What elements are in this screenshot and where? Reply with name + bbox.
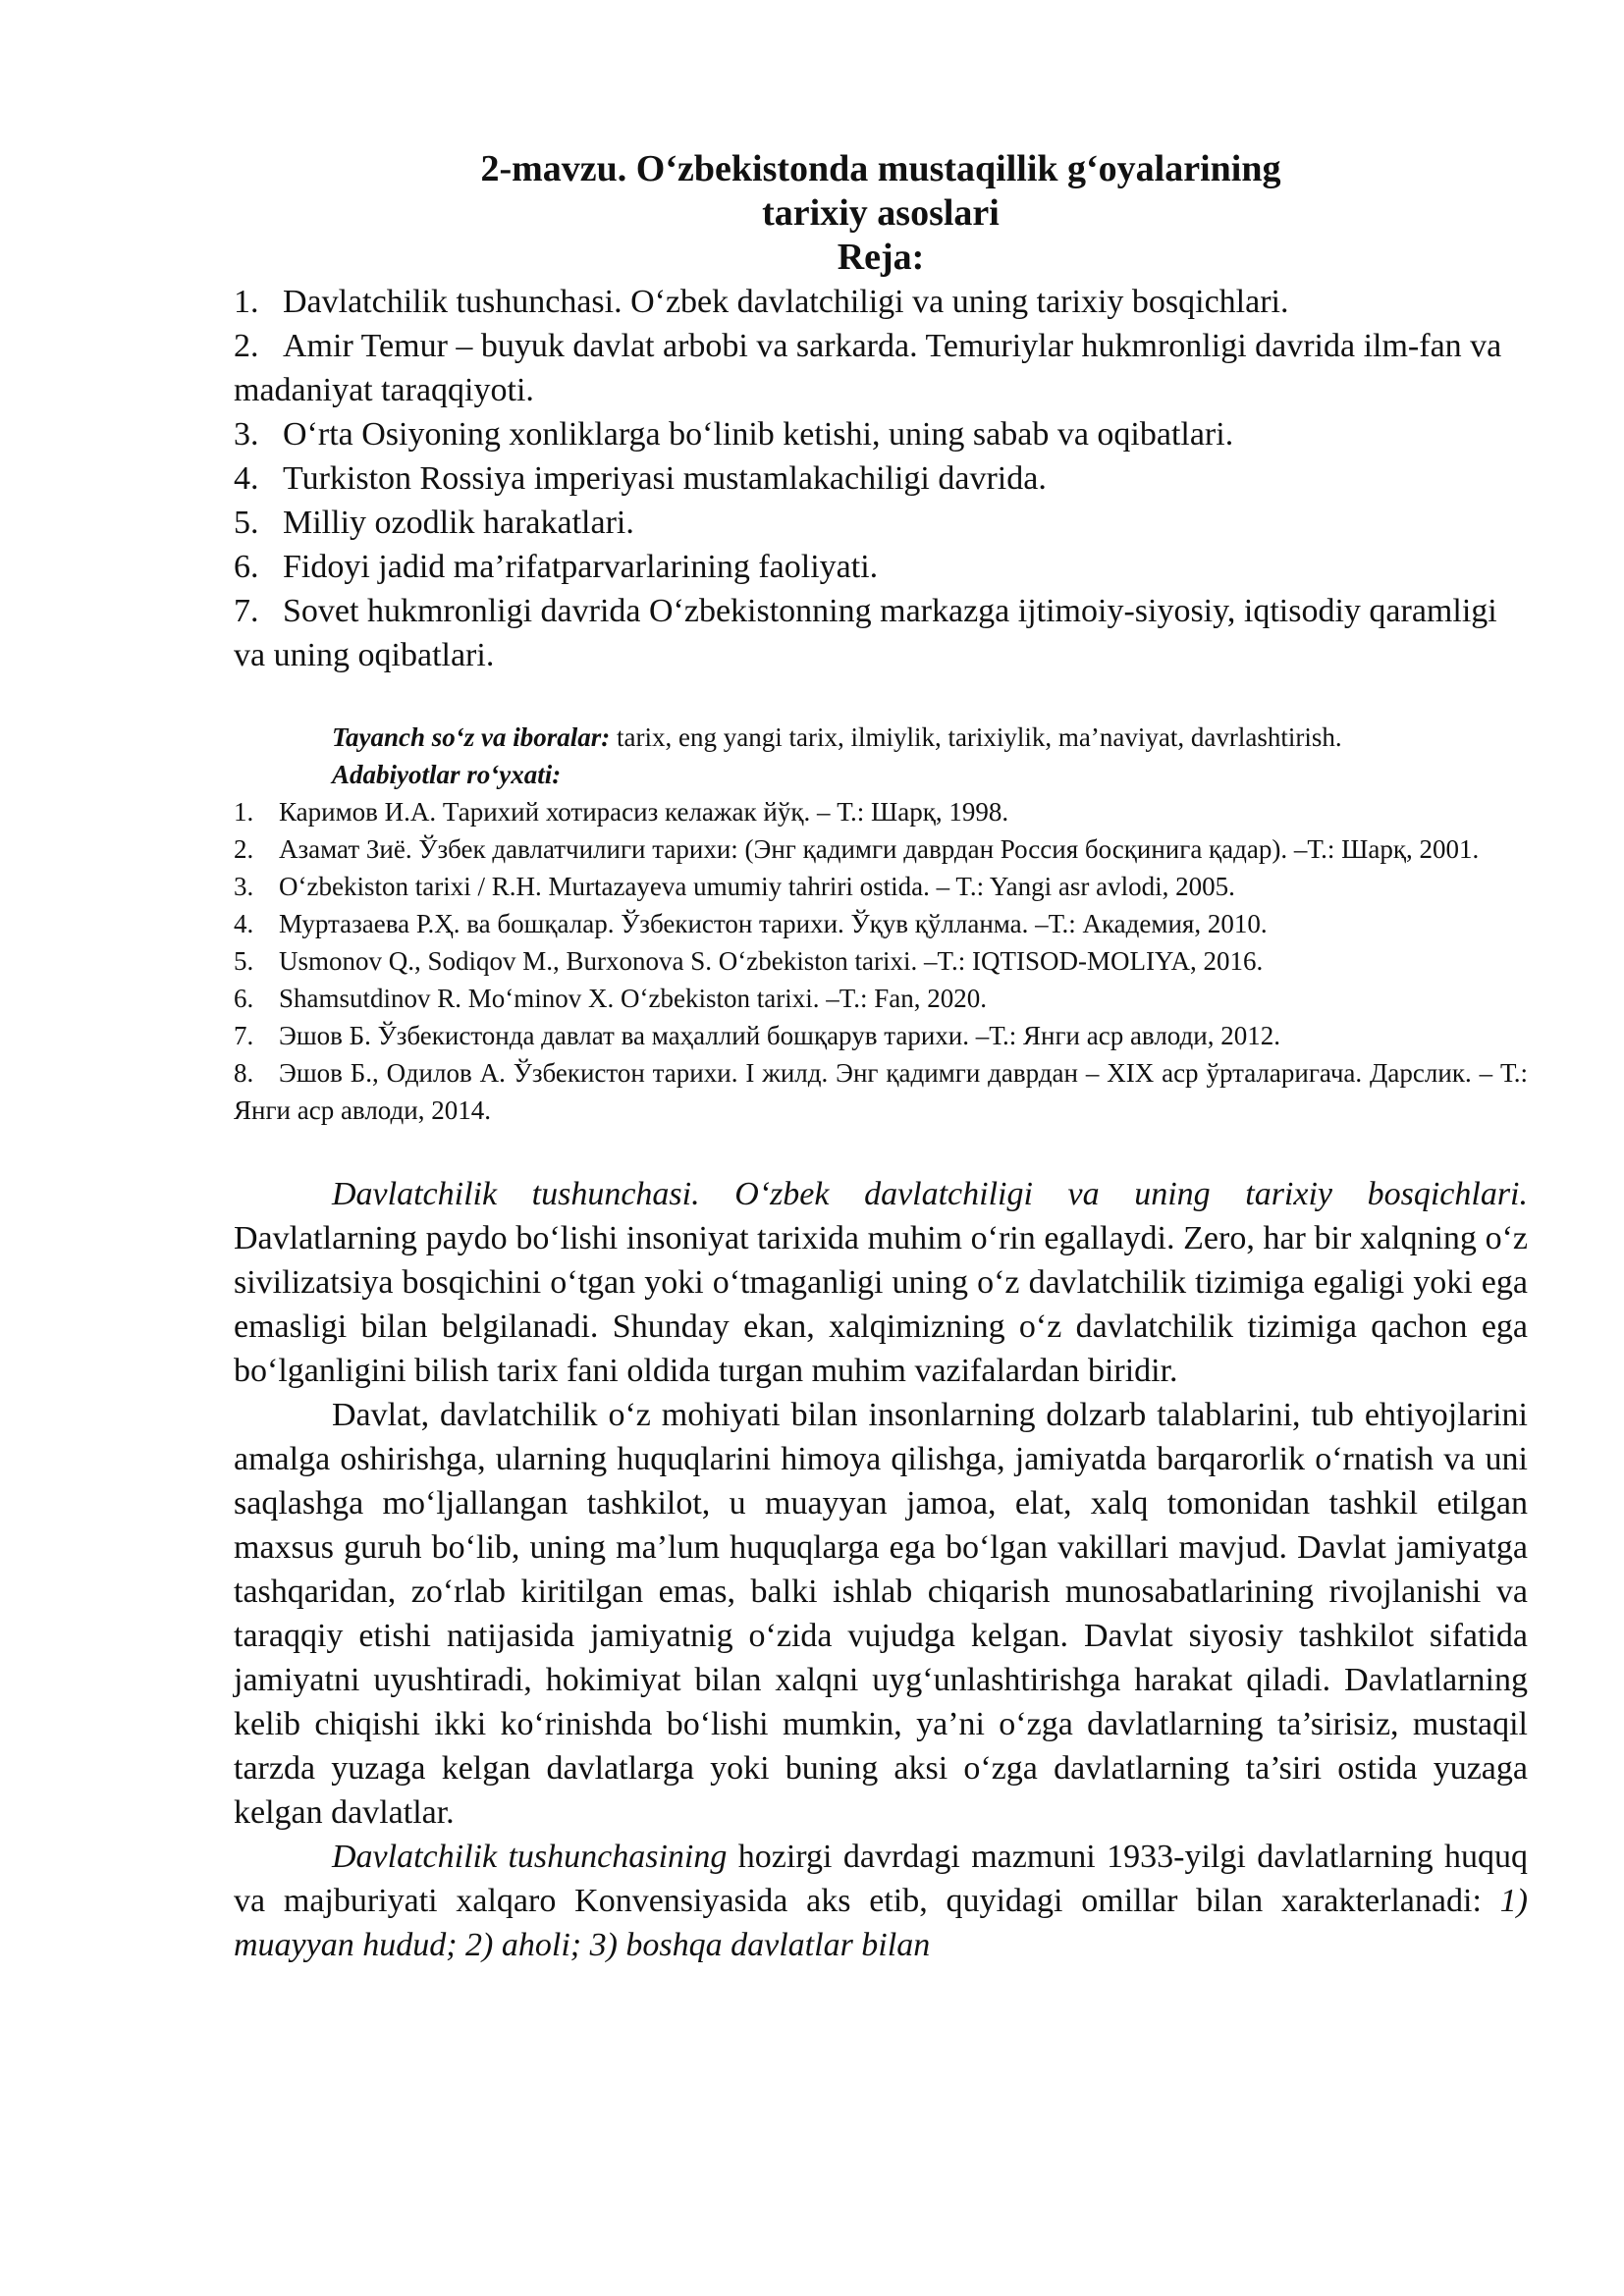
plan-item: 4. Turkiston Rossiya imperiyasi mustamlakachiligi davrida. xyxy=(234,460,1047,497)
plan-item: 2. Amir Temur – buyuk davlat arbobi va sarkarda. Temuriylar hukmronligi davrida ilm-fan va madaniyat taraqqiyoti. xyxy=(234,328,1502,408)
literature-item: 7. Эшов Б. Ўзбекистонда давлат ва маҳаллий бошқарув тарихи. –Т.: Янги аср авлоди, 2012. xyxy=(234,1021,1280,1050)
literature-item: 3. O‘zbekiston tarixi / R.H. Murtazayeva umumiy tahriri ostida. – T.: Yangi asr avlodi, 2005. xyxy=(234,872,1235,901)
literature-item: 1. Каримов И.А. Тарихий хотирасиз келажак йўқ. – Т.: Шарқ, 1998. xyxy=(234,797,1009,827)
literature-item: 2. Азамат Зиё. Ўзбек давлатчилиги тарихи: (Энг қадимги даврдан Россия босқинига қадар). –Т.: Шарқ, 2001. xyxy=(234,834,1480,864)
plan-item: 5. Milliy ozodlik harakatlari. xyxy=(234,505,634,541)
topic-title xyxy=(234,147,1528,280)
body-paragraph-3: Davlatchilik tushunchasining hozirgi davrdagi mazmuni 1933-yilgi davlatlarning huquq va majburiyati xalqaro Konvensiyasida aks etib, quyidagi omillar bilan xarakterlanadi: 1) muayyan hudud; 2) aholi; 3) boshqa davlatlar bilan xyxy=(234,1839,1528,1963)
document-page xyxy=(234,147,1528,1967)
plan-item: 1. Davlatchilik tushunchasi. O‘zbek davlatchiligi va uning tarixiy bosqichlari. xyxy=(234,284,1289,320)
plan-item: 7. Sovet hukmronligi davrida O‘zbekistonning markazga ijtimoiy-siyosiy, iqtisodiy qaramligi va uning oqibatlari. xyxy=(234,593,1497,673)
plan-heading: Reja: xyxy=(837,237,925,278)
plan-item: 6. Fidoyi jadid ma’rifatparvarlarining faoliyati. xyxy=(234,549,879,585)
topic-title-line1: 2-mavzu. O‘zbekistonda mustaqillik g‘oyalarining xyxy=(480,148,1281,189)
body-text xyxy=(234,1172,1528,1967)
plan-item: 3. O‘rta Osiyoning xonliklarga bo‘linib ketishi, uning sabab va oqibatlari. xyxy=(234,416,1234,453)
plan-list xyxy=(234,280,1528,677)
literature-item: 5. Usmonov Q., Sodiqov M., Burxonova S. O‘zbekiston tarixi. –T.: IQTISOD-MOLIYA, 2016. xyxy=(234,946,1264,976)
literature-item: 4. Муртазаева Р.Ҳ. ва бошқалар. Ўзбекистон тарихи. Ўқув қўлланма. –Т.: Академия, 2010. xyxy=(234,909,1268,938)
literature-list xyxy=(234,793,1528,1129)
body-paragraph-1: Davlatchilik tushunchasi. O‘zbek davlatchiligi va uning tarixiy bosqichlari. Davlatlarning paydo bo‘lishi insoniyat tarixida muhim o‘rin egallaydi. Zero, har bir xalqning o‘z sivilizatsiya bosqichini o‘tgan yoki o‘tmaganligi uning o‘z davlatchilik tizimiga egaligi yoki ega emasligi bilan belgilanadi. Shunday ekan, xalqimizning o‘z davlatchilik tizimiga qachon ega bo‘lganligini bilish tarix fani oldida turgan muhim vazifalardan biridir. xyxy=(234,1176,1528,1389)
keywords-text: tarix, eng yangi tarix, ilmiylik, tarixiylik, ma’naviyat, davrlashtirish. xyxy=(610,722,1342,752)
body-paragraph-2: Davlat, davlatchilik o‘z mohiyati bilan insonlarning dolzarb talablarini, tub ehtiyojlarini amalga oshirishga, ularning huquqlarini himoya qilishga, jamiyatda barqarorlik o‘rnatish va uni saqlashga mo‘ljallangan tashkilot, u muayyan jamoa, elat, xalq tomonidan tashkil etilgan maxsus guruh bo‘lib, uning ma’lum huquqlarga ega bo‘lgan vakillari mavjud. Davlat jamiyatga tashqaridan, zo‘rlab kiritilgan emas, balki ishlab chiqarish munosabatlarining rivojlanishi va taraqqiy etishi natijasida jamiyatnig o‘zida vujudga kelgan. Davlat siyosiy tashkilot sifatida jamiyatni uyushtiradi, hokimiyat bilan xalqni uyg‘unlashtirishga harakat qiladi. Davlatlarning kelib chiqishi ikki ko‘rinishda bo‘lishi mumkin, ya’ni o‘zga davlatlarning ta’sirisiz, mustaqil tarzda yuzaga kelgan davlatlarga yoki buning aksi o‘zga davlatlarning ta’siri ostida yuzaga kelgan davlatlar. xyxy=(234,1397,1528,1831)
literature-heading: Adabiyotlar ro‘yxati: xyxy=(332,760,562,789)
keywords-paragraph xyxy=(234,719,1528,756)
literature-item: 6. Shamsutdinov R. Mo‘minov X. O‘zbekiston tarixi. –T.: Fan, 2020. xyxy=(234,984,987,1013)
keywords-label: Tayanch so‘z va iboralar: xyxy=(332,722,611,752)
literature-item: 8. Эшов Б., Одилов А. Ўзбекистон тарихи. I жилд. Энг қадимги даврдан – XIX аср ўрталаригача. Дарслик. – Т.: Янги аср авлоди, 2014. xyxy=(234,1058,1528,1125)
topic-title-line2: tarixiy asoslari xyxy=(762,192,1000,234)
